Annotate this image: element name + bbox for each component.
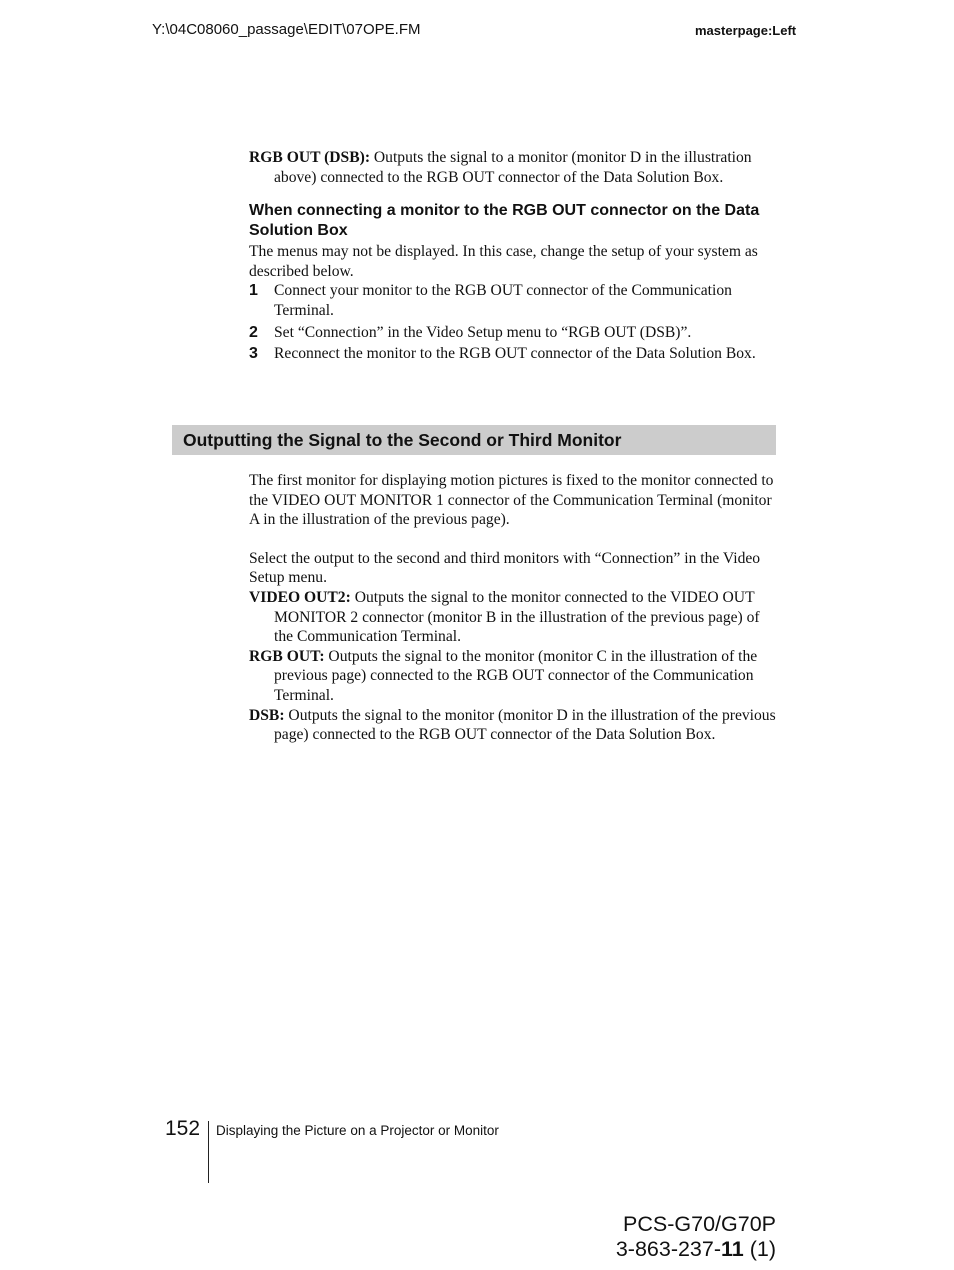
chapter-title: Displaying the Picture on a Projector or Monitor xyxy=(216,1123,499,1138)
model-name: PCS-G70/G70P xyxy=(623,1212,776,1236)
step-number: 3 xyxy=(249,345,258,363)
definition-item-rgb-out xyxy=(249,647,776,706)
definition-item-rgb-out-dsb xyxy=(249,148,776,187)
section-heading: Outputting the Signal to the Second or Third Monitor xyxy=(172,425,776,455)
step-text: Connect your monitor to the RGB OUT connector of the Communication Terminal. xyxy=(274,282,732,319)
file-path-header: Y:\04C08060_passage\EDIT\07OPE.FM xyxy=(152,21,421,38)
subsection-intro: The menus may not be displayed. In this case, change the setup of your system as described below. xyxy=(249,243,758,280)
definition-term: VIDEO OUT2: xyxy=(249,588,351,606)
definition-text: Outputs the signal to the monitor (monitor D in the illustration of the previous page) connected to the RGB OUT connector of the Data Solution Box. xyxy=(274,706,776,744)
step-item xyxy=(249,323,776,343)
definition-text: Outputs the signal to the monitor connected to the VIDEO OUT MONITOR 2 connector (monitor B in the illustration of the previous page) of the Communication Terminal. xyxy=(274,588,760,646)
subsection-heading: When connecting a monitor to the RGB OUT connector on the Data Solution Box xyxy=(249,202,760,240)
section-paragraph: Select the output to the second and third monitors with “Connection” in the Video Setup menu. xyxy=(249,549,761,587)
step-text: Set “Connection” in the Video Setup menu to “RGB OUT (DSB)”. xyxy=(274,323,692,341)
top-content xyxy=(249,148,776,364)
definition-text: Outputs the signal to a monitor (monitor D in the illustration above) connected to the RGB OUT connector of the Data Solution Box. xyxy=(274,149,752,186)
step-number: 2 xyxy=(249,323,258,341)
step-item xyxy=(249,281,776,320)
step-item xyxy=(249,344,776,364)
definition-item-video-out2 xyxy=(249,588,776,647)
footer-divider xyxy=(208,1121,209,1183)
section-content xyxy=(249,471,776,745)
step-text: Reconnect the monitor to the RGB OUT connector of the Data Solution Box. xyxy=(274,345,756,363)
step-number: 1 xyxy=(249,282,258,300)
definition-term: RGB OUT: xyxy=(249,647,325,665)
definition-term: RGB OUT (DSB): xyxy=(249,149,371,166)
section-paragraph: The first monitor for displaying motion pictures is fixed to the monitor connected to the VIDEO OUT MONITOR 1 connector of the Communication Terminal (monitor A in the illustration of the previous page). xyxy=(249,472,774,529)
page-number: 152 xyxy=(165,1117,201,1140)
definition-text: Outputs the signal to the monitor (monitor C in the illustration of the previous page) connected to the RGB OUT connector of the Communication Terminal. xyxy=(274,647,758,704)
definition-item-dsb xyxy=(249,706,776,745)
model-info xyxy=(616,1212,776,1262)
masterpage-label: masterpage:Left xyxy=(695,23,797,38)
model-code: 3-863-237-11 (1) xyxy=(615,1237,776,1261)
definition-term: DSB: xyxy=(249,706,285,724)
